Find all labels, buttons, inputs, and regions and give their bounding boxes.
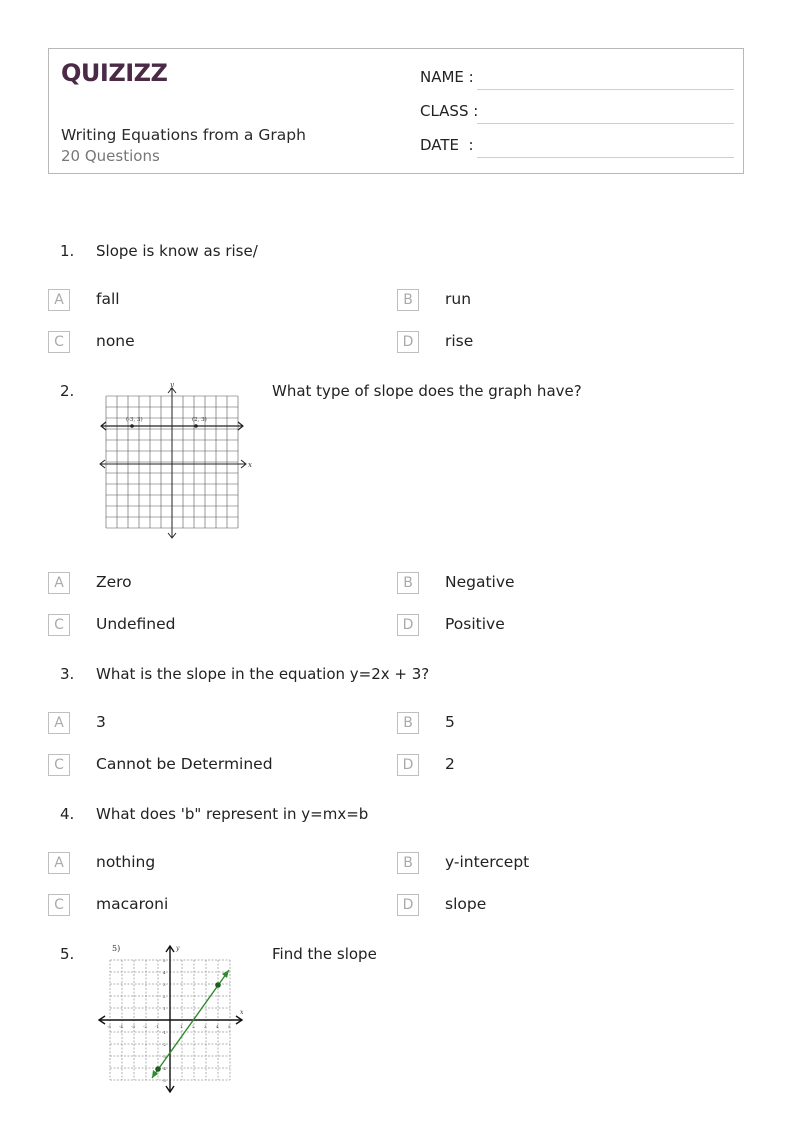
option-letter: D — [397, 754, 419, 776]
graph-point-right — [194, 424, 198, 428]
line-point-lower — [155, 1066, 161, 1072]
svg-text:5: 5 — [163, 958, 166, 963]
option-letter: B — [397, 289, 419, 311]
option-text: 3 — [96, 713, 106, 731]
option-text: fall — [96, 290, 120, 308]
option-text: run — [445, 290, 472, 308]
graph-point-left — [130, 424, 134, 428]
option-letter: C — [48, 331, 70, 353]
svg-text:-2: -2 — [162, 1042, 166, 1047]
option-letter: D — [397, 331, 419, 353]
option-letter: A — [48, 289, 70, 311]
svg-text:-5: -5 — [162, 1078, 166, 1083]
problem-label: 5) — [112, 944, 121, 953]
svg-text:2: 2 — [163, 994, 166, 999]
option-letter: B — [397, 572, 419, 594]
graph-axes — [100, 388, 246, 538]
q2-coordinate-graph — [96, 380, 256, 544]
question-number: 1. — [60, 242, 75, 260]
svg-text:3: 3 — [204, 1024, 207, 1029]
date-label: DATE : — [420, 136, 474, 154]
option-letter: A — [48, 712, 70, 734]
y-axis-label: y — [170, 381, 174, 389]
option-text: macaroni — [96, 895, 169, 913]
q5-line-graph — [96, 942, 260, 1096]
class-field[interactable] — [420, 102, 734, 124]
option-text: Negative — [445, 573, 515, 591]
option-text: slope — [445, 895, 487, 913]
svg-text:-3: -3 — [162, 1054, 166, 1059]
x-axis-ticks — [107, 1024, 231, 1029]
x-axis-label: x — [240, 1009, 244, 1016]
question-count: 20 Questions — [61, 147, 160, 165]
svg-text:5: 5 — [228, 1024, 231, 1029]
question-text: Find the slope — [272, 945, 377, 963]
svg-text:2: 2 — [192, 1024, 195, 1029]
question-number: 4. — [60, 805, 75, 823]
svg-text:-4: -4 — [119, 1024, 123, 1029]
option-text: y-intercept — [445, 853, 530, 871]
quizizz-logo: QUIZIZZ — [61, 59, 168, 87]
option-letter: C — [48, 894, 70, 916]
svg-text:4: 4 — [216, 1024, 219, 1029]
option-letter: A — [48, 852, 70, 874]
name-line[interactable] — [477, 89, 734, 90]
option-letter: B — [397, 852, 419, 874]
option-letter: A — [48, 572, 70, 594]
worksheet-header — [48, 48, 744, 174]
class-label: CLASS : — [420, 102, 479, 120]
point-label-left: (-3, 3) — [126, 417, 143, 423]
svg-text:1: 1 — [180, 1024, 183, 1029]
option-letter: B — [397, 712, 419, 734]
svg-text:-5: -5 — [107, 1024, 111, 1029]
question-text: What does 'b" represent in y=mx=b — [96, 805, 369, 823]
x-axis-label: x — [248, 461, 252, 469]
option-text: none — [96, 332, 135, 350]
svg-text:-3: -3 — [131, 1024, 135, 1029]
date-field[interactable] — [420, 136, 734, 158]
date-line[interactable] — [477, 157, 734, 158]
name-label: NAME : — [420, 68, 474, 86]
graph-axes — [99, 946, 242, 1092]
svg-text:-2: -2 — [143, 1024, 147, 1029]
svg-text:1: 1 — [163, 1006, 166, 1011]
svg-text:-1: -1 — [162, 1030, 166, 1035]
option-text: 2 — [445, 755, 455, 773]
class-line[interactable] — [477, 123, 734, 124]
option-text: rise — [445, 332, 474, 350]
question-text: What type of slope does the graph have? — [272, 382, 582, 400]
option-text: Undefined — [96, 615, 176, 633]
option-letter: D — [397, 894, 419, 916]
option-letter: C — [48, 754, 70, 776]
question-text: Slope is know as rise/ — [96, 242, 258, 260]
line-point-upper — [215, 982, 221, 988]
question-text: What is the slope in the equation y=2x + 3? — [96, 665, 430, 683]
option-text: Cannot be Determined — [96, 755, 273, 773]
option-text: 5 — [445, 713, 455, 731]
worksheet-title: Writing Equations from a Graph — [61, 126, 306, 144]
y-axis-label: y — [176, 945, 180, 952]
svg-text:-1: -1 — [155, 1024, 159, 1029]
point-label-right: (2, 3) — [192, 417, 207, 423]
name-field[interactable] — [420, 68, 734, 90]
option-text: Zero — [96, 573, 132, 591]
question-number: 5. — [60, 945, 75, 963]
svg-text:4: 4 — [163, 970, 166, 975]
question-number: 2. — [60, 382, 75, 400]
svg-text:-4: -4 — [162, 1066, 166, 1071]
option-letter: C — [48, 614, 70, 636]
option-letter: D — [397, 614, 419, 636]
question-number: 3. — [60, 665, 75, 683]
option-text: nothing — [96, 853, 156, 871]
option-text: Positive — [445, 615, 505, 633]
svg-text:3: 3 — [163, 982, 166, 987]
